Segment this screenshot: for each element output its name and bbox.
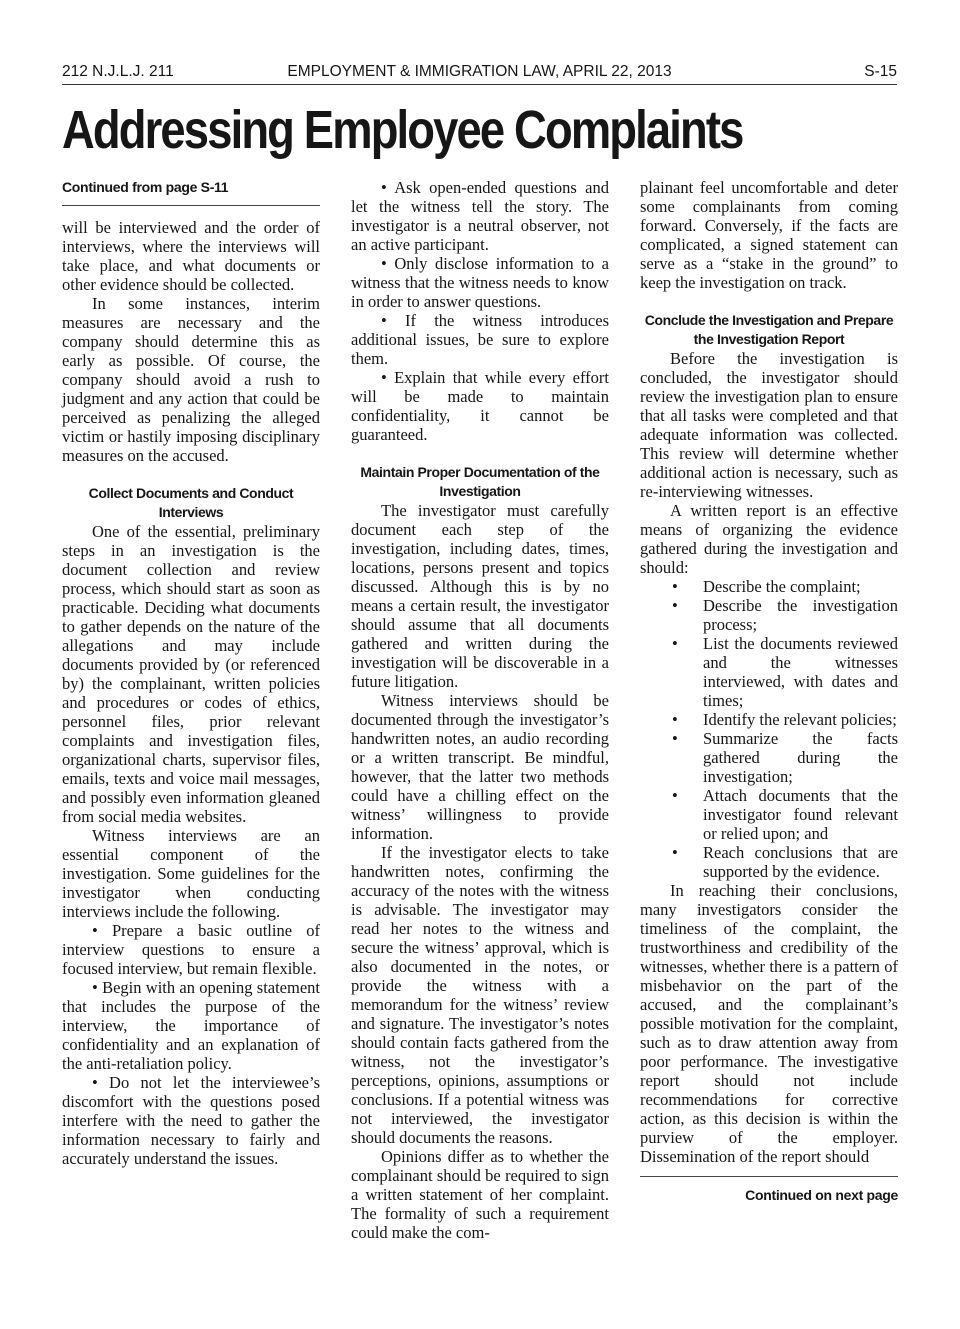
list-item: • Attach documents that the investigator found relevant or relied upon; and [672, 786, 898, 843]
paragraph: One of the essential, preliminary steps in an investigation is the document collection and review process, which should start as soon as practicable. Deciding what documents to gather depends on the nature of the allegations and may include documents provided by (or referenced by) the complainant, written policies and procedures or codes of ethics, personnel files, prior relevant complaints and investigation files, organizational charts, supervisor files, emails, texts and voice mail messages, and possibly even information gleaned from social media websites. [62, 522, 320, 826]
continued-next-label: Continued on next page [640, 1176, 898, 1205]
continued-from-label: Continued from page S-11 [62, 178, 320, 206]
list-item: • Describe the investigation process; [672, 596, 898, 634]
list-item: • Identify the relevant policies; [672, 710, 897, 729]
guideline-item: • Explain that while every effort will be made to maintain confidentiality, it cannot be guaranteed. [351, 368, 609, 444]
paragraph: If the investigator elects to take handwritten notes, confirming the accuracy of the notes with the witness is advisable. The investigator may read her notes to the witness and secure the witness’ approval, which is also documented in the notes, or provide the witness with a memorandum for the witness’ review and signature. The investigator’s notes should contain facts gathered from the witness, not the investigator’s perceptions, opinions, assumptions or conclusions. If a potential witness was not interviewed, the investigator should documents the reasons. [351, 843, 609, 1147]
section-date: EMPLOYMENT & IMMIGRATION LAW, APRIL 22, 2013 [287, 63, 672, 80]
article-headline: Addressing Employee Complaints [62, 100, 743, 160]
paragraph: Witness interviews are an essential component of the investigation. Some guidelines for the investigator when conducting interviews include the following. [62, 826, 320, 921]
bullet-dot: • [672, 577, 678, 596]
list-item: • List the documents reviewed and the witnesses interviewed, with dates and times; [672, 634, 898, 710]
section-heading: Conclude the Investigation and Prepare the Investigation Report [644, 312, 894, 347]
journal-citation: 212 N.J.L.J. 211 [62, 63, 174, 80]
section-heading: Maintain Proper Documentation of the Investigation [360, 464, 600, 499]
bullet-dot: • [672, 596, 678, 615]
column-2 [351, 178, 609, 1242]
report-requirements-list [640, 577, 898, 881]
page-number: S-15 [864, 63, 897, 80]
bullet-dot: • [672, 634, 678, 653]
bullet-dot: • [672, 710, 678, 729]
bullet-dot: • [672, 786, 678, 805]
paragraph: Witness interviews should be documented through the investigator’s handwritten notes, an audio recording or a written transcript. Be mindful, however, that the latter two methods could have a chilling effect on the witness’ willingness to provide information. [351, 691, 609, 843]
section-heading: Collect Documents and Conduct Interviews [88, 485, 294, 520]
paragraph: Before the investigation is concluded, the investigator should review the investigation plan to ensure that all tasks were completed and that adequate information was collected. This review will determine whether additional action is necessary, such as re-interviewing witnesses. [640, 349, 898, 501]
guideline-item: • Ask open-ended questions and let the witness tell the story. The investigator is a neutral observer, not an active participant. [351, 178, 609, 254]
paragraph: Opinions differ as to whether the complainant should be required to sign a written statement of her complaint. The formality of such a requirement could make the com- [351, 1147, 609, 1242]
column-3 [640, 178, 898, 1205]
list-item: • Summarize the facts gathered during the investigation; [672, 729, 898, 786]
column-1 [62, 178, 320, 1168]
paragraph: In reaching their conclusions, many investigators consider the timeliness of the complaint, the trustworthiness and credibility of the witnesses, whether there is a pattern of misbehavior on the part of the accused, and the complainant’s possible motivation for the complaint, such as to draw attention away from poor performance. The investigative report should not include recommendations for corrective action, as this decision is within the purview of the employer. Dissemination of the report should [640, 881, 898, 1166]
list-item: • Reach conclusions that are supported by the evidence. [672, 843, 898, 881]
bullet-dot: • [672, 843, 678, 862]
guideline-item: • Prepare a basic outline of interview questions to ensure a focused interview, but remain flexible. [62, 921, 320, 978]
paragraph: In some instances, interim measures are necessary and the company should determine this as early as possible. Of course, the company should avoid a rush to judgment and any action that could be perceived as penalizing the alleged victim or hastily imposing disciplinary measures on the accused. [62, 294, 320, 465]
paragraph: will be interviewed and the order of interviews, where the interviews will take place, and what documents or other evidence should be collected. [62, 218, 320, 294]
paragraph: The investigator must carefully document each step of the investigation, including dates, times, locations, persons present and topics discussed. Although this is by no means a certain result, the investigator should assume that all documents gathered and written during the investigation will be discoverable in a future litigation. [351, 501, 609, 691]
guideline-item: • Do not let the interviewee’s discomfort with the questions posed interfere with the need to gather the information necessary to fairly and accurately understand the issues. [62, 1073, 320, 1168]
running-head [62, 62, 897, 85]
guideline-item: • If the witness introduces additional issues, be sure to explore them. [351, 311, 609, 368]
paragraph: A written report is an effective means of organizing the evidence gathered during the investigation and should: [640, 501, 898, 577]
list-item: • Describe the complaint; [672, 577, 861, 596]
bullet-dot: • [672, 729, 678, 748]
guideline-item: • Only disclose information to a witness that the witness needs to know in order to answer questions. [351, 254, 609, 311]
guideline-item: • Begin with an opening statement that includes the purpose of the interview, the importance of confidentiality and an explanation of the anti-retaliation policy. [62, 978, 320, 1073]
paragraph: plainant feel uncomfortable and deter some complainants from coming forward. Conversely, if the facts are complicated, a signed statement can serve as a “stake in the ground” to keep the investigation on track. [640, 178, 898, 292]
